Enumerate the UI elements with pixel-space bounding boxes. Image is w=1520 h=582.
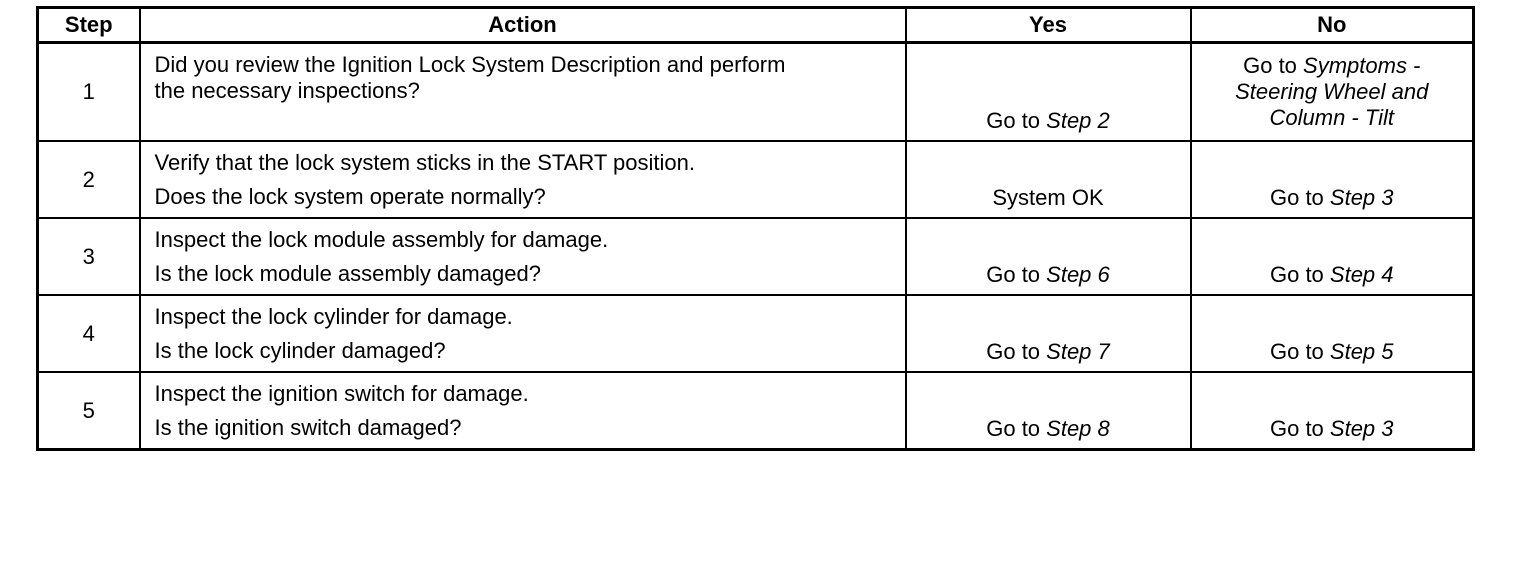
action-question: Does the lock system operate normally? bbox=[154, 183, 546, 209]
action-text: Verify that the lock system sticks in the START position. bbox=[154, 149, 695, 175]
goto-label: Go to bbox=[1269, 339, 1330, 364]
no-cell bbox=[1191, 43, 1474, 142]
action-text: Inspect the lock cylinder for damage. bbox=[154, 303, 513, 329]
table-row bbox=[38, 43, 1474, 142]
symptoms-link[interactable]: Symptoms - bbox=[1303, 53, 1421, 78]
table-header-row bbox=[38, 8, 1474, 43]
step-number: 3 bbox=[38, 218, 140, 295]
yes-cell bbox=[906, 218, 1191, 295]
symptoms-link-cont[interactable]: Column - Tilt bbox=[1269, 105, 1394, 130]
action-cell bbox=[140, 43, 906, 142]
action-cell bbox=[140, 141, 906, 218]
goto-label: Go to bbox=[986, 262, 1047, 287]
step-number: 2 bbox=[38, 141, 140, 218]
step-number: 4 bbox=[38, 295, 140, 372]
header-step: Step bbox=[38, 8, 140, 43]
result-text: System OK bbox=[992, 185, 1104, 210]
step-link[interactable]: Step 2 bbox=[1046, 108, 1110, 133]
action-question: Is the lock cylinder damaged? bbox=[154, 337, 446, 363]
yes-cell bbox=[906, 43, 1191, 142]
goto-label: Go to bbox=[986, 416, 1047, 441]
step-link[interactable]: Step 3 bbox=[1329, 416, 1394, 441]
action-cell bbox=[140, 295, 906, 372]
yes-cell bbox=[906, 141, 1191, 218]
goto-label: Go to bbox=[986, 108, 1047, 133]
header-action: Action bbox=[140, 8, 906, 43]
no-cell bbox=[1191, 141, 1474, 218]
header-yes: Yes bbox=[906, 8, 1191, 43]
yes-cell bbox=[906, 295, 1191, 372]
goto-label: Go to bbox=[1269, 262, 1330, 287]
table-row bbox=[38, 218, 1474, 295]
goto-label: Go to bbox=[986, 339, 1047, 364]
diagnostic-table bbox=[36, 6, 1475, 451]
action-question: Is the lock module assembly damaged? bbox=[154, 260, 541, 286]
step-link[interactable]: Step 8 bbox=[1046, 416, 1110, 441]
action-text: the necessary inspections? bbox=[154, 78, 420, 103]
goto-label: Go to bbox=[1269, 185, 1330, 210]
header-no: No bbox=[1191, 8, 1474, 43]
no-cell bbox=[1191, 295, 1474, 372]
step-number: 1 bbox=[38, 43, 140, 142]
action-cell bbox=[140, 218, 906, 295]
table-row bbox=[38, 295, 1474, 372]
symptoms-link-cont[interactable]: Steering Wheel and bbox=[1235, 79, 1429, 104]
step-link[interactable]: Step 5 bbox=[1329, 339, 1394, 364]
table-row bbox=[38, 372, 1474, 450]
action-text: Inspect the ignition switch for damage. bbox=[154, 380, 529, 406]
goto-label: Go to bbox=[1269, 416, 1330, 441]
action-cell bbox=[140, 372, 906, 450]
step-link[interactable]: Step 3 bbox=[1329, 185, 1394, 210]
yes-cell bbox=[906, 372, 1191, 450]
action-text: Did you review the Ignition Lock System Description and perform bbox=[154, 52, 786, 77]
step-link[interactable]: Step 4 bbox=[1329, 262, 1394, 287]
no-cell bbox=[1191, 218, 1474, 295]
step-number: 5 bbox=[38, 372, 140, 450]
action-question: Is the ignition switch damaged? bbox=[154, 414, 462, 440]
table-row bbox=[38, 141, 1474, 218]
no-cell bbox=[1191, 372, 1474, 450]
step-link[interactable]: Step 7 bbox=[1046, 339, 1110, 364]
goto-label: Go to bbox=[1243, 53, 1304, 78]
step-link[interactable]: Step 6 bbox=[1046, 262, 1110, 287]
action-text: Inspect the lock module assembly for damage. bbox=[154, 226, 609, 252]
